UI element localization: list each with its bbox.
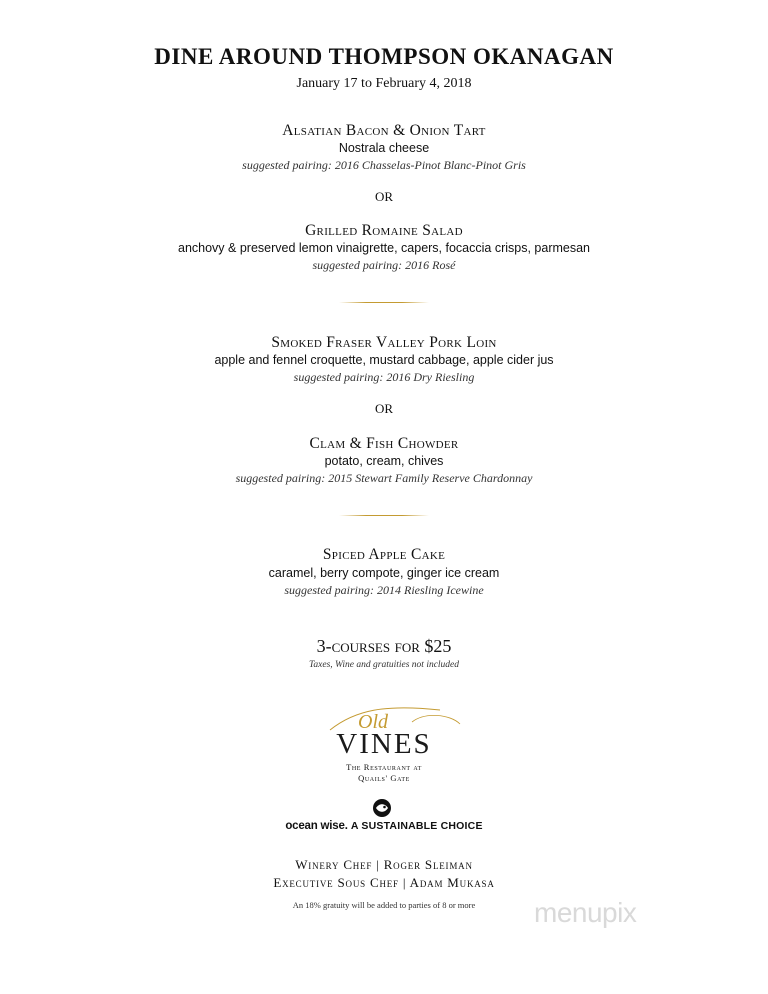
price-note: Taxes, Wine and gratuities not included	[308, 660, 460, 670]
old-vines-logo	[300, 700, 468, 790]
fish-icon	[369, 798, 395, 820]
price-label: 3-courses for $25	[316, 636, 452, 656]
dish-name-romaine-salad: Grilled Romaine Salad	[305, 222, 463, 239]
pairing-bacon-tart: suggested pairing: 2016 Chasselas-Pinot Blanc-Pinot Gris	[242, 158, 526, 172]
dish-desc-romaine-salad: anchovy & preserved lemon vinaigrette, capers, focaccia crisps, parmesan	[178, 241, 590, 255]
or-separator-2: OR	[374, 401, 394, 416]
dish-desc-chowder: potato, cream, chives	[324, 454, 444, 468]
event-dates: January 17 to February 4, 2018	[296, 76, 472, 91]
ocean-wise-tagline: A SUSTAINABLE CHOICE	[350, 820, 483, 832]
dish-desc-apple-cake: caramel, berry compote, ginger ice cream	[268, 566, 500, 580]
ocean-wise-brand: ocean wise.	[285, 820, 348, 832]
pairing-chowder: suggested pairing: 2015 Stewart Family Reserve Chardonnay	[235, 471, 533, 485]
logo-subtitle-2: Quails' Gate	[358, 773, 410, 783]
or-separator-1: OR	[374, 189, 394, 204]
ocean-wise-badge	[278, 798, 490, 840]
gratuity-note: An 18% gratuity will be added to parties of 8 or more	[292, 900, 476, 910]
dish-desc-pork-loin: apple and fennel croquette, mustard cabbage, apple cider jus	[214, 353, 554, 367]
logo-script-text: Old	[358, 711, 388, 733]
pairing-romaine-salad: suggested pairing: 2016 Rosé	[312, 258, 456, 272]
dish-name-chowder: Clam & Fish Chowder	[309, 435, 459, 452]
executive-sous-chef: Executive Sous Chef | Adam Mukasa	[273, 875, 495, 890]
divider-2	[339, 515, 429, 516]
logo-subtitle-1: The Restaurant at	[346, 762, 422, 772]
menupix-watermark: menupix	[534, 897, 637, 928]
dish-name-pork-loin: Smoked Fraser Valley Pork Loin	[271, 334, 497, 351]
logo-word: VINES	[336, 728, 432, 760]
dish-name-apple-cake: Spiced Apple Cake	[322, 546, 446, 563]
divider-1	[339, 302, 429, 303]
winery-chef: Winery Chef | Roger Sleiman	[295, 857, 473, 872]
pairing-pork-loin: suggested pairing: 2016 Dry Riesling	[293, 370, 475, 384]
dish-name-bacon-tart: Alsatian Bacon & Onion Tart	[282, 122, 486, 139]
dish-desc-bacon-tart: Nostrala cheese	[338, 141, 430, 155]
menu-title: DINE AROUND THOMPSON OKANAGAN	[154, 44, 614, 69]
pairing-apple-cake: suggested pairing: 2014 Riesling Icewine	[284, 583, 484, 597]
